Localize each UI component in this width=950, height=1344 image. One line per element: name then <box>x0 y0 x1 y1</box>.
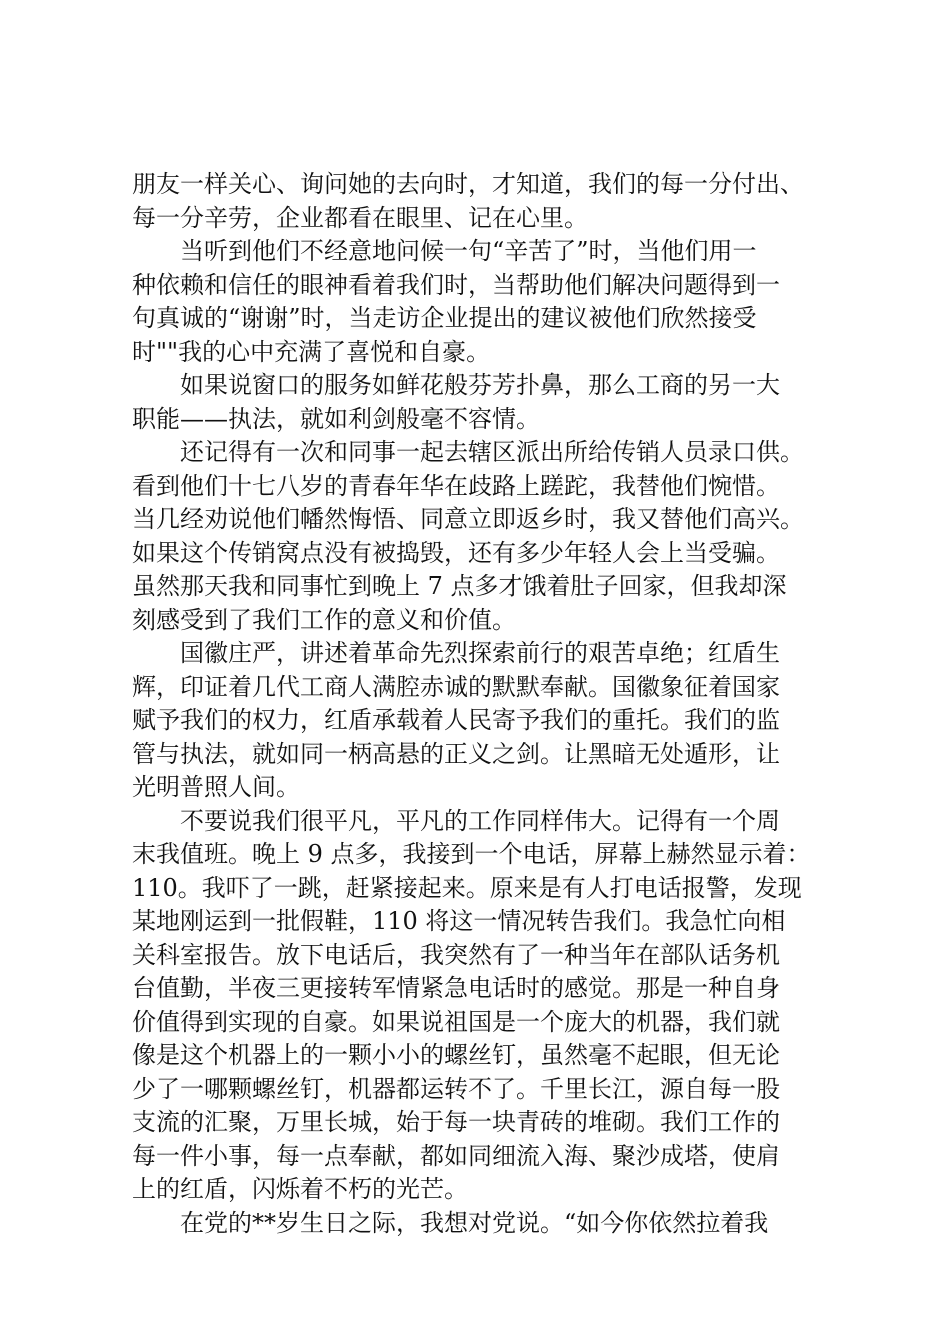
text-line: 刻感受到了我们工作的意义和价值。 <box>132 605 516 634</box>
text-line: 国徽庄严，讲述着革命先烈探索前行的艰苦卓绝；红盾生 <box>132 639 780 667</box>
text-line: 如果说窗口的服务如鲜花般芬芳扑鼻，那么工商的另一大 <box>132 371 780 399</box>
text-line: 职能——执法，就如利剑般毫不容情。 <box>132 404 540 433</box>
text-line: 价值得到实现的自豪。如果说祖国是一个庞大的机器，我们就 <box>132 1007 780 1036</box>
text-line: 关科室报告。放下电话后，我突然有了一种当年在部队话务机 <box>132 940 780 969</box>
text-line: 不要说我们很平凡，平凡的工作同样伟大。记得有一个周 <box>132 806 780 835</box>
text-line: 台值勤，半夜三更接转军情紧急电话时的感觉。那是一种自身 <box>132 974 780 1002</box>
text-line: 光明普照人间。 <box>132 773 300 801</box>
text-line: 时""我的心中充满了喜悦和自豪。 <box>132 337 491 366</box>
text-line: 支流的汇聚，万里长城，始于每一块青砖的堆砌。我们工作的 <box>132 1108 780 1136</box>
text-line: 每一件小事，每一点奉献，都如同细流入海、聚沙成塔，使肩 <box>132 1141 780 1170</box>
text-line: 如果这个传销窝点没有被捣毁，还有多少年轻人会上当受骗。 <box>132 538 780 567</box>
text-line: 每一分辛劳，企业都看在眼里、记在心里。 <box>132 203 588 232</box>
text-line: 像是这个机器上的一颗小小的螺丝钉，虽然毫不起眼，但无论 <box>132 1041 780 1069</box>
text-line: 还记得有一次和同事一起去辖区派出所给传销人员录口供。 <box>132 438 804 466</box>
text-line: 管与执法，就如同一柄高悬的正义之剑。让黑暗无处遁形，让 <box>132 739 780 768</box>
text-line: 种依赖和信任的眼神看着我们时，当帮助他们解决问题得到一 <box>132 270 780 299</box>
text-line: 看到他们十七八岁的青春年华在歧路上蹉跎，我替他们惋惜。 <box>132 471 780 500</box>
text-line: 上的红盾，闪烁着不朽的光芒。 <box>132 1175 468 1203</box>
text-line: 虽然那天我和同事忙到晚上 7 点多才饿着肚子回家，但我却深 <box>132 572 787 600</box>
text-line: 朋友一样关心、询问她的去向时，才知道，我们的每一分付出、 <box>132 170 804 198</box>
text-line: 少了一哪颗螺丝钉，机器都运转不了。千里长江，源自每一股 <box>132 1074 780 1103</box>
text-line: 当几经劝说他们幡然悔悟、同意立即返乡时，我又替他们高兴。 <box>132 505 804 533</box>
text-line: 赋予我们的权力，红盾承载着人民寄予我们的重托。我们的监 <box>132 706 780 734</box>
text-line: 末我值班。晚上 9 点多，我接到一个电话，屏幕上赫然显示着： <box>132 840 811 868</box>
text-line: 110。我吓了一跳，赶紧接起来。原来是有人打电话报警，发现 <box>132 873 802 902</box>
text-line: 在党的**岁生日之际，我想对党说。“如今你依然拉着我 <box>132 1208 769 1237</box>
text-line: 句真诚的“谢谢”时，当走访企业提出的建议被他们欣然接受 <box>132 304 757 332</box>
document-body <box>132 168 832 1240</box>
text-line: 某地刚运到一批假鞋，110 将这一情况转告我们。我急忙向相 <box>132 907 786 935</box>
text-line: 当听到他们不经意地问候一句“辛苦了”时，当他们用一 <box>132 237 757 265</box>
text-line: 辉，印证着几代工商人满腔赤诚的默默奉献。国徽象征着国家 <box>132 672 780 701</box>
